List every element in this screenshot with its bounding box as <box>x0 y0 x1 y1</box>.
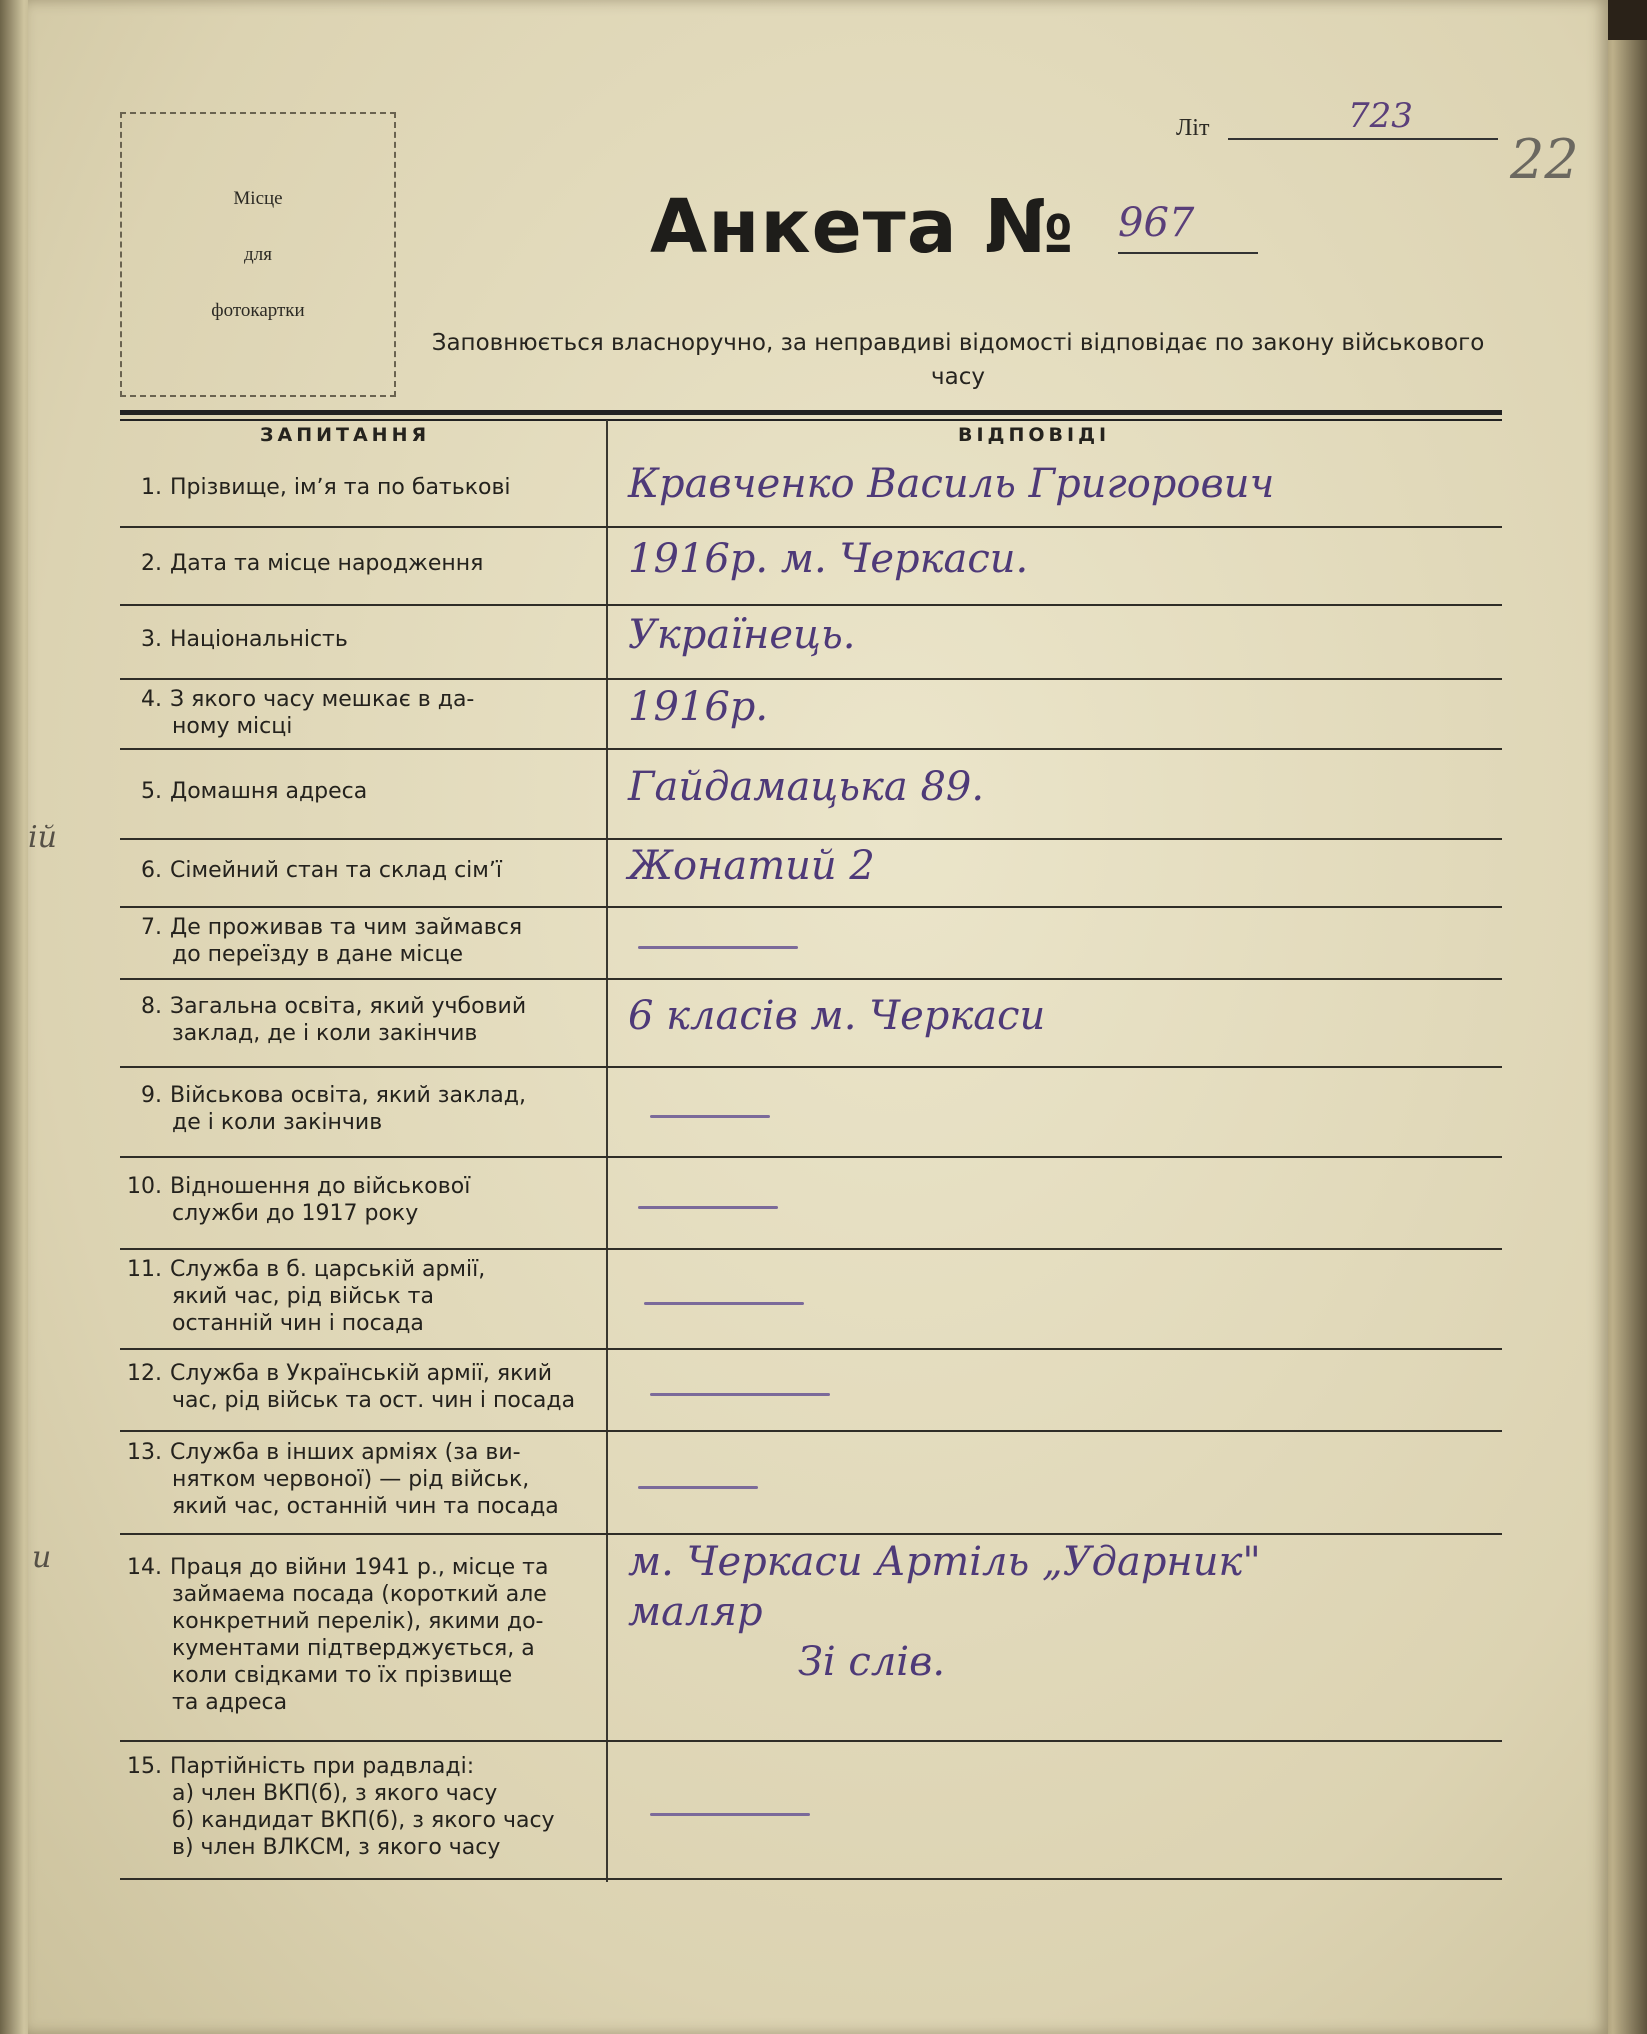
answer-14: маляр <box>628 1589 763 1635</box>
question-12 <box>124 1360 604 1414</box>
row-separator <box>120 1430 1502 1432</box>
question-text: Домашня адреса <box>170 778 368 804</box>
photo-label-line-2: для <box>244 243 272 265</box>
question-text: Сімейний стан та склад сімʼї <box>170 857 502 883</box>
question-number: 6. <box>141 857 162 883</box>
header-rule-thick <box>120 410 1502 415</box>
question-13 <box>124 1439 604 1520</box>
question-number: 3. <box>141 626 162 652</box>
answer-14: м. Черкаси Артіль „Ударник" <box>628 1539 1261 1585</box>
question-text-continued: час, рід військ та ост. чин і посада <box>172 1388 576 1413</box>
row-separator <box>120 1878 1502 1880</box>
answer-blank-dash <box>644 1302 804 1305</box>
question-3 <box>124 626 604 653</box>
row-separator <box>120 1348 1502 1350</box>
question-text-continued: в) член ВЛКСМ, з якого часу <box>172 1835 501 1860</box>
question-4 <box>124 686 604 740</box>
column-divider <box>606 420 608 1882</box>
question-number: 8. <box>141 994 162 1019</box>
row-separator <box>120 678 1502 680</box>
question-text-continued: б) кандидат ВКП(б), з якого часу <box>172 1808 555 1833</box>
answer-14: Зі слів. <box>798 1639 946 1685</box>
question-10 <box>124 1173 604 1227</box>
answer-8: 6 класів м. Черкаси <box>628 993 1046 1039</box>
question-text: Служба в Українській армії, який <box>170 1361 553 1386</box>
row-separator <box>120 1156 1502 1158</box>
row-separator <box>120 1740 1502 1742</box>
question-2 <box>124 550 604 577</box>
question-text-continued: служби до 1917 року <box>172 1201 419 1226</box>
row-separator <box>120 906 1502 908</box>
question-number: 12. <box>127 1361 162 1386</box>
question-11 <box>124 1256 604 1337</box>
question-text-continued: який час, рід військ та <box>172 1284 434 1309</box>
form-number-underline <box>1118 252 1258 254</box>
question-text-continued: заклад, де і коли закінчив <box>172 1021 478 1046</box>
question-text-continued: де і коли закінчив <box>172 1110 383 1135</box>
answer-1: Кравченко Василь Григорович <box>628 460 1275 507</box>
answer-2: 1916р. м. Черкаси. <box>628 536 1029 582</box>
answer-blank-dash <box>638 946 798 949</box>
question-text: Партійність при радвладі: <box>170 1754 475 1779</box>
question-text-continued: конкретний перелік), якими до- <box>172 1608 544 1634</box>
answer-blank-dash <box>638 1206 778 1209</box>
question-text: Служба в інших арміях (за ви- <box>170 1440 521 1465</box>
answer-blank-dash <box>650 1115 770 1118</box>
margin-mark: ій <box>28 820 57 855</box>
row-separator <box>120 838 1502 840</box>
question-9 <box>124 1082 604 1136</box>
question-text: Загальна освіта, який учбовий <box>170 994 527 1019</box>
answer-blank-dash <box>650 1393 830 1396</box>
question-text: Дата та місце народження <box>170 550 484 576</box>
question-number: 15. <box>127 1754 162 1779</box>
question-text: Служба в б. царській армії, <box>170 1257 486 1282</box>
question-text-continued: ному місці <box>172 714 293 739</box>
question-text-continued: та адреса <box>172 1689 288 1715</box>
lit-label: Літ <box>1176 115 1210 141</box>
row-separator <box>120 978 1502 980</box>
row-separator <box>120 526 1502 528</box>
header-rule-thin <box>120 419 1502 421</box>
question-number: 4. <box>141 687 162 712</box>
question-text-continued: кументами підтверджується, а <box>172 1635 535 1661</box>
question-number: 14. <box>127 1554 162 1580</box>
form-number: 967 <box>1118 200 1195 246</box>
question-text: Праця до війни 1941 р., місце та <box>170 1554 549 1580</box>
question-number: 5. <box>141 778 162 804</box>
question-text-continued: займаема посада (короткий але <box>172 1581 547 1607</box>
question-text: Прізвище, імʼя та по батькові <box>170 475 511 500</box>
question-text: Національність <box>170 626 348 652</box>
question-text: Відношення до військової <box>170 1174 471 1199</box>
column-header-questions: ЗАПИТАННЯ <box>260 424 431 446</box>
answer-4: 1916р. <box>628 684 769 730</box>
answer-blank-dash <box>650 1813 810 1816</box>
page-corner-number: 22 <box>1510 128 1579 191</box>
row-separator <box>120 1248 1502 1250</box>
question-5 <box>124 778 604 805</box>
lit-underline <box>1228 138 1498 140</box>
question-14 <box>124 1554 604 1716</box>
question-number: 9. <box>141 1083 162 1108</box>
question-text-continued: який час, останній чин та посада <box>172 1494 559 1519</box>
question-text-continued: до переїзду в дане місце <box>172 942 463 967</box>
question-number: 11. <box>127 1257 162 1282</box>
question-8 <box>124 993 604 1047</box>
question-15 <box>124 1753 604 1861</box>
photo-label-line-3: фотокартки <box>211 299 305 321</box>
question-number: 1. <box>141 475 162 500</box>
answer-6: Жонатий 2 <box>628 843 875 889</box>
question-text: З якого часу мешкає в да- <box>170 687 475 712</box>
row-separator <box>120 1066 1502 1068</box>
row-separator <box>120 748 1502 750</box>
photo-placeholder <box>120 112 396 397</box>
photo-label-line-1: Місце <box>233 187 283 209</box>
question-6 <box>124 857 604 884</box>
row-separator <box>120 1533 1502 1535</box>
form-title: Анкета № <box>650 184 1075 270</box>
question-number: 13. <box>127 1440 162 1465</box>
question-text-continued: коли свідками то їх прізвище <box>172 1662 513 1688</box>
question-7 <box>124 914 604 968</box>
answer-blank-dash <box>638 1486 758 1489</box>
question-text-continued: а) член ВКП(б), з якого часу <box>172 1781 498 1806</box>
form-sheet <box>28 0 1608 2034</box>
margin-mark: и <box>32 1540 52 1575</box>
lit-value: 723 <box>1348 96 1413 136</box>
column-header-answers: ВІДПОВІДІ <box>958 424 1111 446</box>
row-separator <box>120 604 1502 606</box>
answer-3: Українець. <box>628 612 856 658</box>
answer-5: Гайдамацька 89. <box>628 764 985 810</box>
question-number: 7. <box>141 915 162 940</box>
question-1 <box>124 474 604 501</box>
question-text: Військова освіта, який заклад, <box>170 1083 526 1108</box>
question-number: 10. <box>127 1174 162 1199</box>
question-text-continued: останній чин і посада <box>172 1311 424 1336</box>
form-subtitle: Заповнюється власноручно, за неправдиві відомості відповідає по закону військового часу <box>431 330 1485 390</box>
question-text-continued: нятком червоної) — рід військ, <box>172 1467 530 1492</box>
question-number: 2. <box>141 550 162 576</box>
question-text: Де проживав та чим займався <box>170 915 523 940</box>
